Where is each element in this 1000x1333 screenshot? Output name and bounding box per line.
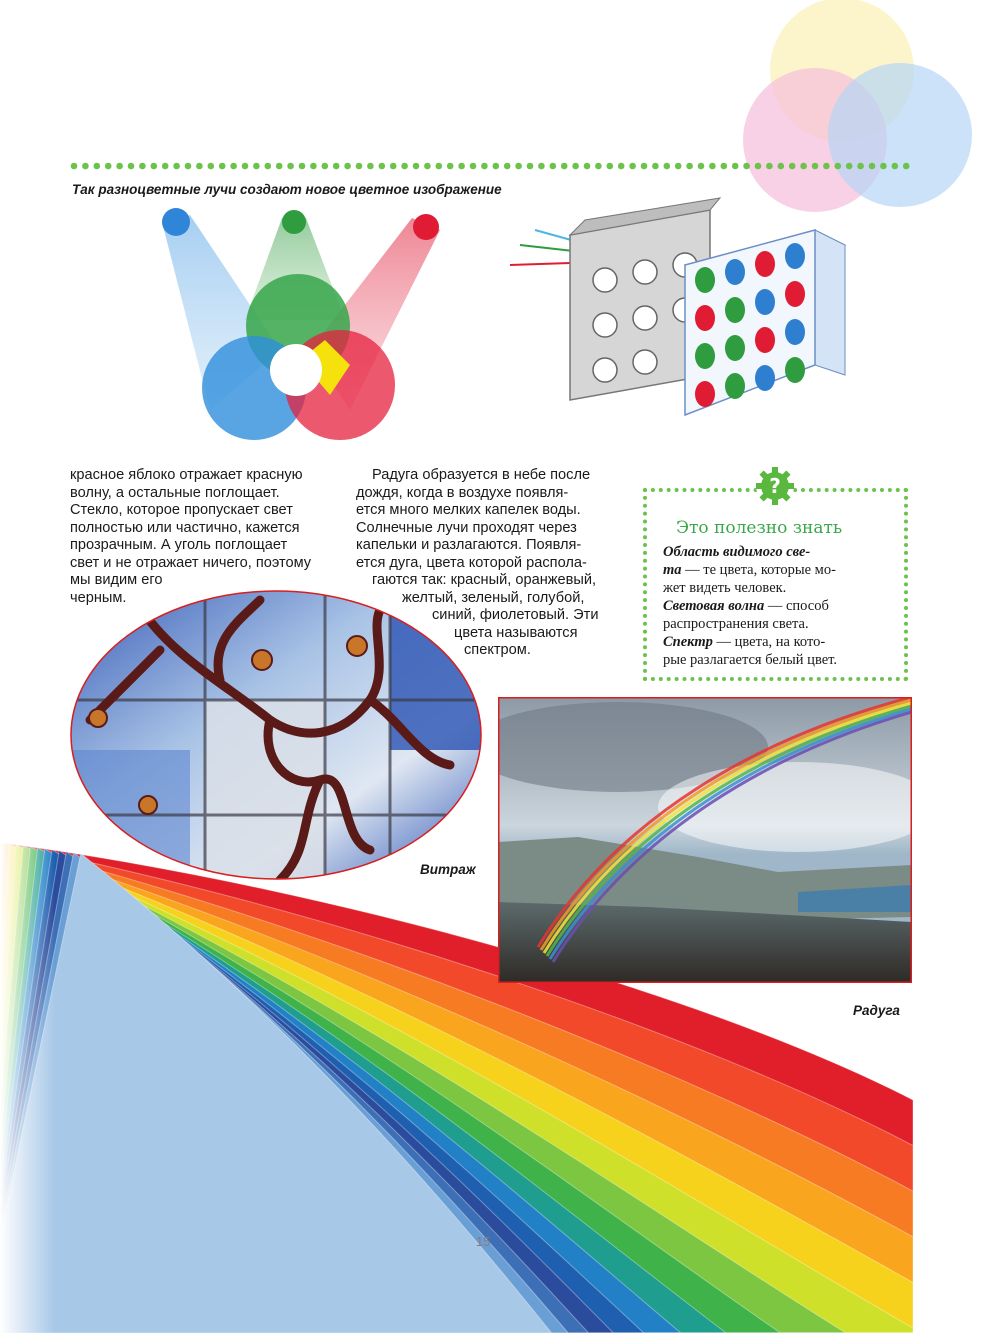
text-line: ется много мелких капелек воды. xyxy=(356,502,581,518)
info-line: жет видеть человек. xyxy=(663,580,787,596)
text-line: желтый, зеленый, голубой, xyxy=(402,589,585,606)
text-line: прозрачным. А уголь поглощает xyxy=(70,537,288,553)
info-line: рые разлагается белый цвет. xyxy=(663,652,838,668)
text-line: синий, фиолетовый. Эти xyxy=(432,607,599,623)
text-line: черным. xyxy=(70,589,127,606)
info-line: Световая волна — способ xyxy=(663,598,829,614)
text-line: цвета называются xyxy=(454,624,578,641)
text-line: Радуга образуется в небе после xyxy=(372,467,591,483)
info-box-body xyxy=(663,543,837,669)
page-number: 15 xyxy=(476,1234,491,1249)
info-line: распространения света. xyxy=(663,616,809,632)
rainbow-landscape-photo xyxy=(498,697,912,983)
text-line: дождя, когда в воздухе появля- xyxy=(356,484,569,501)
info-term: Спектр xyxy=(663,634,713,650)
info-line: Спектр — цвета, на кото- xyxy=(663,634,826,650)
stained-glass-caption: Витраж xyxy=(420,862,476,877)
text-line: ется дуга, цвета которой распола- xyxy=(356,554,587,571)
question-badge-icon xyxy=(755,466,795,506)
text-line: полностью или частично, кажется xyxy=(70,519,300,536)
text-line: спектром. xyxy=(464,642,531,658)
info-line: та — те цвета, которые мо- xyxy=(663,562,836,578)
filter-illustration xyxy=(505,190,860,440)
text-line: мы видим его xyxy=(70,572,163,588)
venn-circles-decoration xyxy=(740,0,1000,220)
text-line: красное яблоко отражает красную xyxy=(70,467,303,483)
text-line: гаются так: красный, оранжевый, xyxy=(372,572,597,588)
info-term: та xyxy=(663,562,682,578)
info-line xyxy=(663,543,837,561)
info-term: Область видимого све- xyxy=(663,544,811,560)
info-term: Световая волна xyxy=(663,598,765,614)
stained-glass-photo xyxy=(70,590,482,880)
rainbow-caption: Радуга xyxy=(853,1003,900,1018)
text-line: волну, а остальные поглощает. xyxy=(70,484,280,501)
colored-beams-illustration xyxy=(150,200,450,455)
text-column-1 xyxy=(70,467,311,607)
illustration-caption: Так разноцветные лучи создают новое цветное изображение xyxy=(72,182,502,197)
text-line: Стекло, которое пропускает свет xyxy=(70,502,293,518)
dotted-divider xyxy=(70,160,912,172)
info-box-title: Это полезно знать xyxy=(676,518,843,538)
text-line: свет и не отражает ничего, поэтому xyxy=(70,554,312,571)
badge-text: ? xyxy=(769,474,781,498)
text-line: капельки и разлагаются. Появля- xyxy=(356,537,582,553)
text-line: Солнечные лучи проходят через xyxy=(356,519,577,536)
